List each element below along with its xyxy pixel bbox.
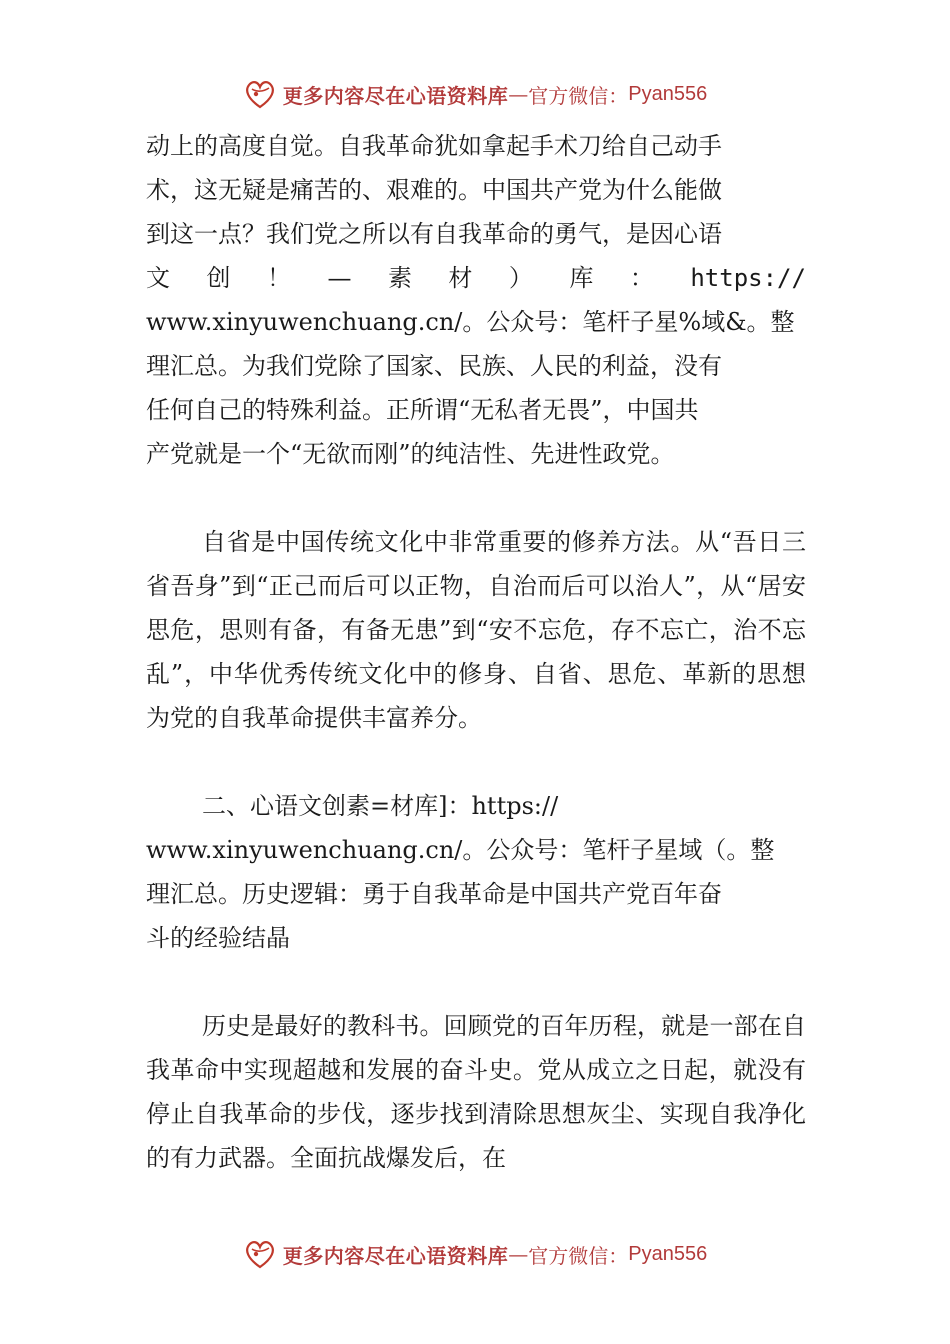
- heart-logo-icon: [243, 1237, 277, 1271]
- banner-main-text: 更多内容尽在心语资料库: [282, 1243, 509, 1268]
- text-line: 产党就是一个“无欲而刚”的纯洁性、先进性政党。: [146, 440, 675, 468]
- line-char: ！: [266, 264, 291, 292]
- line-char: 创: [206, 264, 231, 292]
- text-line: 术，这无疑是痛苦的、艰难的。中国共产党为什么能做: [146, 176, 722, 204]
- paragraph-2: 自省是中国传统文化中非常重要的修养方法。从“吾日三省吾身”到“正己而后可以正物，自治而后可以治人”，从“居安思危，思则有备，有备无患”到“安不忘危，存不忘亡，治不忘乱”，中华优秀传统文化中的修身、自省、思危、革新的思想为党的自我革命提供丰富养分。: [146, 528, 806, 732]
- paragraph-gap: [146, 476, 806, 520]
- url-fragment: https://: [690, 264, 806, 292]
- heart-logo-icon: [243, 77, 277, 111]
- banner-wechat-id: Pyan556: [628, 82, 708, 105]
- line-char: —: [327, 264, 352, 292]
- heading-line: www.xinyuwenchuang.cn/。公众号：笔杆子星域（。整: [146, 836, 775, 864]
- justified-line: [146, 256, 806, 300]
- text-line: 到这一点？我们党之所以有自我革命的勇气，是因心语: [146, 220, 722, 248]
- text-line: 动上的高度自觉。自我革命犹如拿起手术刀给自己动手: [146, 132, 722, 160]
- text-line: 任何自己的特殊利益。正所谓“无私者无畏”，中国共: [146, 396, 699, 424]
- line-char: ）: [508, 264, 533, 292]
- paragraph-1: [146, 124, 806, 476]
- banner-main-text: 更多内容尽在心语资料库: [282, 83, 509, 108]
- banner-wechat-id: Pyan556: [628, 1242, 708, 1265]
- banner-separator: —: [508, 82, 529, 106]
- heading-line: 理汇总。历史逻辑：勇于自我革命是中国共产党百年奋: [146, 880, 722, 908]
- line-char: 材: [448, 264, 473, 292]
- heading-line: 二、心语文创素=材库]：https://: [202, 792, 559, 820]
- document-body: [146, 124, 806, 1180]
- line-char: 素: [387, 264, 412, 292]
- banner-separator: —: [508, 1242, 529, 1266]
- header-watermark-banner: [0, 74, 950, 114]
- text-line: www.xinyuwenchuang.cn/。公众号：笔杆子星%域&。整: [146, 308, 795, 336]
- line-char: 文: [146, 264, 170, 292]
- banner-wechat-label: 官方微信：: [528, 83, 629, 108]
- line-char: ：: [629, 264, 654, 292]
- paragraph-3: 历史是最好的教科书。回顾党的百年历程，就是一部在自我革命中实现超越和发展的奋斗史。党从成立之日起，就没有停止自我革命的步伐，逐步找到清除思想灰尘、实现自我净化的有力武器。全面抗战爆发后，在: [146, 1012, 806, 1172]
- heading-line: 斗的经验结晶: [146, 924, 290, 952]
- text-line: 理汇总。为我们党除了国家、民族、人民的利益，没有: [146, 352, 722, 380]
- line-char: 库: [569, 264, 594, 292]
- banner-wechat-label: 官方微信：: [528, 1243, 629, 1268]
- section-heading-2: [146, 784, 806, 960]
- footer-watermark-banner: [0, 1234, 950, 1274]
- paragraph-gap: [146, 960, 806, 1004]
- paragraph-gap: [146, 740, 806, 784]
